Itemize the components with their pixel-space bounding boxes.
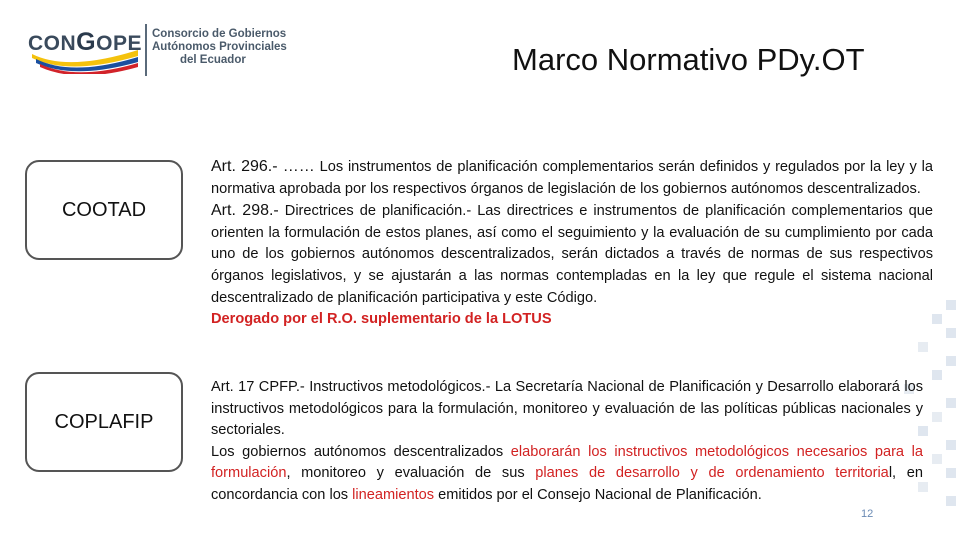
art-298-paragraph: Art. 298.- Directrices de planificación.- Las directrices e instrumentos de planificación complementarios que orienten la formulación de estos planes, así como el seguimiento y la evaluación de su cumplimiento por cada uno de los gobiernos autónomos descentralizados, serán dictados a través de normas de sus respectivos órganos legislativos, y se ajustarán a las normas contempladas en la ley que regule el sistema nacional descentralizado de planificación participativa y este Código. (211, 202, 933, 306)
cootad-label-box (25, 160, 183, 260)
art-296-paragraph: Art. 296.- …… Los instrumentos de planificación complementarios serán definidos y regulados por la ley y la normativa aprobada por los respectivos órganos de legislación de los gobiernos autónomos descentralizados. (211, 158, 934, 197)
coplafip-text (211, 377, 923, 507)
cootad-label: COOTAD (61, 198, 147, 221)
logo-text: Consorcio de Gobiernos Autónomos Provinciales del Ecuador (152, 28, 287, 66)
art-17-paragraph: Art. 17 CPFP.- Instructivos metodológicos.- La Secretaría Nacional de Planificación y Desarrollo elaborará los instructivos metodológicos para la formulación, monitoreo y evaluación de las políticas públicas nacionales y sectoriales. (211, 379, 923, 439)
derogado-note: Derogado por el R.O. suplementario de la LOTUS (211, 311, 552, 328)
congope-logo (28, 18, 288, 82)
logo-divider (145, 24, 147, 76)
slide-title: Marco Normativo PDy.OT (512, 42, 865, 77)
coplafip-label: COPLAFIP (54, 410, 154, 433)
cootad-text (211, 156, 933, 331)
coplafip-label-box (25, 372, 183, 472)
logo-wordmark: CONGOPE (28, 28, 142, 56)
gad-paragraph: Los gobiernos autónomos descentralizados elaborarán los instructivos metodológicos necesarios para la formulación, monitoreo y evaluación de sus planes de desarrollo y de ordenamiento territorial, en concordancia con los lineamientos emitidos por el Consejo Nacional de Planificación. (211, 443, 923, 503)
page-number: 12 (861, 508, 874, 520)
logo-swoosh-icon (28, 48, 143, 74)
